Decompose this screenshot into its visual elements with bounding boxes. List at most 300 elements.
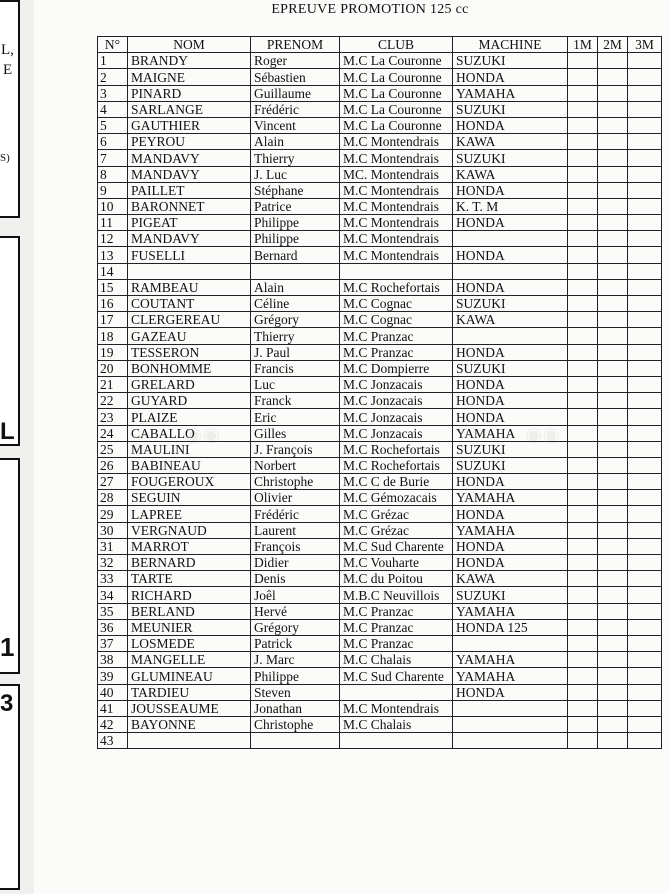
entry-nom: RICHARD <box>128 587 251 603</box>
left-edge-fragment: L, <box>1 42 14 58</box>
entry-2m <box>598 150 628 166</box>
left-edge-fragment: S) <box>0 152 10 164</box>
entry-club: M.C C de Burie <box>340 474 453 490</box>
entry-club: M.C Montendrais <box>340 247 453 263</box>
table-row <box>98 425 662 441</box>
entry-3m <box>628 344 662 360</box>
entry-2m <box>598 182 628 198</box>
entry-club: M.C La Couronne <box>340 53 453 69</box>
entry-3m <box>628 312 662 328</box>
entry-nom: GAZEAU <box>128 328 251 344</box>
entry-3m <box>628 457 662 473</box>
entry-nom: VERGNAUD <box>128 522 251 538</box>
entry-3m <box>628 198 662 214</box>
entry-number: 24 <box>98 425 128 441</box>
entry-2m <box>598 490 628 506</box>
entry-1m <box>568 182 598 198</box>
table-row <box>98 393 662 409</box>
entry-nom: MAULINI <box>128 441 251 457</box>
entry-1m <box>568 733 598 749</box>
entry-1m <box>568 328 598 344</box>
entry-club: M.C Montendrais <box>340 231 453 247</box>
entry-nom: BARONNET <box>128 198 251 214</box>
entry-2m <box>598 684 628 700</box>
entry-machine: HONDA <box>453 117 568 133</box>
entry-1m <box>568 490 598 506</box>
entry-club: M.C Jonzacais <box>340 409 453 425</box>
entry-number: 43 <box>98 733 128 749</box>
entry-prenom: Thierry <box>251 150 340 166</box>
table-row <box>98 587 662 603</box>
entry-number: 30 <box>98 522 128 538</box>
entry-nom: PLAIZE <box>128 409 251 425</box>
column-header-2m: 2M <box>598 37 628 53</box>
entry-nom: MANDAVY <box>128 166 251 182</box>
entry-prenom: Denis <box>251 571 340 587</box>
entry-1m <box>568 279 598 295</box>
entry-club: M.C Jonzacais <box>340 376 453 392</box>
entry-number: 7 <box>98 150 128 166</box>
entry-number: 8 <box>98 166 128 182</box>
entry-1m <box>568 393 598 409</box>
entry-number: 18 <box>98 328 128 344</box>
entry-club: M.C La Couronne <box>340 85 453 101</box>
entry-1m <box>568 571 598 587</box>
entry-club: M.C La Couronne <box>340 117 453 133</box>
table-row <box>98 457 662 473</box>
entry-nom: MANGELLE <box>128 652 251 668</box>
entry-nom: SEGUIN <box>128 490 251 506</box>
entry-nom: PAILLET <box>128 182 251 198</box>
table-row <box>98 279 662 295</box>
entry-machine: HONDA <box>453 247 568 263</box>
entry-3m <box>628 425 662 441</box>
entry-nom: BRANDY <box>128 53 251 69</box>
column-header-machine: MACHINE <box>453 37 568 53</box>
table-row <box>98 490 662 506</box>
left-edge-large-letter: 3 <box>0 690 14 717</box>
entry-3m <box>628 635 662 651</box>
table-row <box>98 376 662 392</box>
entry-machine: HONDA <box>453 344 568 360</box>
entry-1m <box>568 635 598 651</box>
entry-machine: SUZUKI <box>453 457 568 473</box>
entry-prenom: Philippe <box>251 231 340 247</box>
entry-2m <box>598 134 628 150</box>
entry-2m <box>598 117 628 133</box>
entry-2m <box>598 231 628 247</box>
entry-1m <box>568 101 598 117</box>
entry-machine: K. T. M <box>453 198 568 214</box>
watermark-logo: ◉◉ <box>525 424 560 446</box>
entry-3m <box>628 393 662 409</box>
entry-machine: YAMAHA <box>453 425 568 441</box>
entry-machine: YAMAHA <box>453 85 568 101</box>
entry-3m <box>628 263 662 279</box>
entry-number: 16 <box>98 296 128 312</box>
entry-number: 6 <box>98 134 128 150</box>
entry-club: M.C Jonzacais <box>340 393 453 409</box>
page-title: EPREUVE PROMOTION 125 cc <box>271 2 469 17</box>
column-header-club: CLUB <box>340 37 453 53</box>
entry-3m <box>628 733 662 749</box>
entry-nom: GUYARD <box>128 393 251 409</box>
entry-club: M.C Gémozacais <box>340 490 453 506</box>
entry-3m <box>628 182 662 198</box>
entry-club: M.C Montendrais <box>340 700 453 716</box>
entry-prenom: Patrick <box>251 635 340 651</box>
entry-machine: KAWA <box>453 312 568 328</box>
entry-3m <box>628 490 662 506</box>
entry-number: 14 <box>98 263 128 279</box>
table-row <box>98 117 662 133</box>
entry-3m <box>628 117 662 133</box>
entry-prenom: Philippe <box>251 668 340 684</box>
entry-2m <box>598 263 628 279</box>
entry-3m <box>628 619 662 635</box>
entry-3m <box>628 231 662 247</box>
table-row <box>98 603 662 619</box>
entry-nom: FOUGEROUX <box>128 474 251 490</box>
entry-1m <box>568 215 598 231</box>
entry-club: M.C Grézac <box>340 506 453 522</box>
entry-prenom: Guillaume <box>251 85 340 101</box>
entry-club: M.C Pranzac <box>340 344 453 360</box>
entry-2m <box>598 360 628 376</box>
entry-number: 9 <box>98 182 128 198</box>
table-row <box>98 571 662 587</box>
entry-number: 2 <box>98 69 128 85</box>
entry-prenom: Christophe <box>251 474 340 490</box>
entry-1m <box>568 538 598 554</box>
entry-prenom: J. Paul <box>251 344 340 360</box>
entry-1m <box>568 603 598 619</box>
entry-3m <box>628 716 662 732</box>
entry-1m <box>568 700 598 716</box>
entry-machine: HONDA <box>453 409 568 425</box>
left-edge-box-top <box>0 0 20 218</box>
entry-club: M.C Vouharte <box>340 555 453 571</box>
entry-3m <box>628 555 662 571</box>
entry-2m <box>598 441 628 457</box>
entry-number: 20 <box>98 360 128 376</box>
table-row <box>98 247 662 263</box>
entry-nom: TARDIEU <box>128 684 251 700</box>
entry-machine: HONDA <box>453 69 568 85</box>
entry-prenom: Eric <box>251 409 340 425</box>
entry-prenom: Alain <box>251 134 340 150</box>
entry-nom: PIGEAT <box>128 215 251 231</box>
entry-1m <box>568 263 598 279</box>
entry-1m <box>568 652 598 668</box>
entry-2m <box>598 247 628 263</box>
entry-machine: KAWA <box>453 571 568 587</box>
table-row <box>98 231 662 247</box>
entry-nom: BONHOMME <box>128 360 251 376</box>
table-row <box>98 441 662 457</box>
entry-club: M.C Cognac <box>340 312 453 328</box>
entry-nom: BABINEAU <box>128 457 251 473</box>
entry-prenom: Christophe <box>251 716 340 732</box>
entry-machine: SUZUKI <box>453 441 568 457</box>
entry-3m <box>628 700 662 716</box>
entry-prenom: Thierry <box>251 328 340 344</box>
entry-2m <box>598 538 628 554</box>
column-header-number: N° <box>98 37 128 53</box>
entry-machine: HONDA <box>453 182 568 198</box>
table-row <box>98 716 662 732</box>
entry-machine: HONDA 125 <box>453 619 568 635</box>
entry-machine: HONDA <box>453 474 568 490</box>
watermark-logo: ◉◉ <box>185 424 220 446</box>
left-edge-large-letter: 1 <box>0 632 15 662</box>
entry-machine: SUZUKI <box>453 101 568 117</box>
entry-1m <box>568 344 598 360</box>
table-row <box>98 538 662 554</box>
entry-3m <box>628 603 662 619</box>
entry-3m <box>628 69 662 85</box>
entry-1m <box>568 85 598 101</box>
entry-prenom: Frédéric <box>251 101 340 117</box>
entry-number: 26 <box>98 457 128 473</box>
entry-2m <box>598 85 628 101</box>
entry-nom: LAPREE <box>128 506 251 522</box>
entry-1m <box>568 53 598 69</box>
entry-number: 13 <box>98 247 128 263</box>
entry-number: 17 <box>98 312 128 328</box>
entry-nom: BERNARD <box>128 555 251 571</box>
entry-club: M.C La Couronne <box>340 69 453 85</box>
entry-club: M.C Sud Charente <box>340 668 453 684</box>
entry-3m <box>628 506 662 522</box>
entry-number: 1 <box>98 53 128 69</box>
entry-1m <box>568 117 598 133</box>
entry-club: M.C Pranzac <box>340 635 453 651</box>
entry-2m <box>598 635 628 651</box>
entry-number: 11 <box>98 215 128 231</box>
entry-machine: YAMAHA <box>453 522 568 538</box>
entry-2m <box>598 619 628 635</box>
entry-prenom: Céline <box>251 296 340 312</box>
entry-number: 32 <box>98 555 128 571</box>
entry-2m <box>598 652 628 668</box>
entry-2m <box>598 409 628 425</box>
entry-machine: SUZUKI <box>453 360 568 376</box>
entry-number: 40 <box>98 684 128 700</box>
entry-prenom: Jonathan <box>251 700 340 716</box>
entry-prenom: Luc <box>251 376 340 392</box>
entry-club: M.C Rochefortais <box>340 457 453 473</box>
entry-2m <box>598 603 628 619</box>
entry-nom: MEUNIER <box>128 619 251 635</box>
entry-machine <box>453 716 568 732</box>
entry-machine: KAWA <box>453 134 568 150</box>
entry-machine: HONDA <box>453 555 568 571</box>
entry-1m <box>568 69 598 85</box>
left-edge-box-middle <box>0 236 20 446</box>
entry-club: M.C Montendrais <box>340 150 453 166</box>
entry-machine: SUZUKI <box>453 53 568 69</box>
entry-list-table <box>97 36 662 749</box>
entry-machine: HONDA <box>453 393 568 409</box>
entry-3m <box>628 684 662 700</box>
entry-number: 19 <box>98 344 128 360</box>
entry-number: 42 <box>98 716 128 732</box>
entry-prenom: Roger <box>251 53 340 69</box>
table-row <box>98 474 662 490</box>
entry-1m <box>568 425 598 441</box>
entry-1m <box>568 474 598 490</box>
entry-3m <box>628 150 662 166</box>
entry-3m <box>628 522 662 538</box>
table-row <box>98 150 662 166</box>
table-row <box>98 409 662 425</box>
entry-3m <box>628 247 662 263</box>
table-row <box>98 328 662 344</box>
entry-3m <box>628 134 662 150</box>
entry-machine: HONDA <box>453 279 568 295</box>
table-header-row <box>98 37 662 53</box>
entry-1m <box>568 198 598 214</box>
entry-2m <box>598 506 628 522</box>
table-row <box>98 684 662 700</box>
entry-number: 28 <box>98 490 128 506</box>
entry-club: M.C Rochefortais <box>340 279 453 295</box>
entry-2m <box>598 166 628 182</box>
entry-nom: FUSELLI <box>128 247 251 263</box>
entry-2m <box>598 376 628 392</box>
entry-1m <box>568 684 598 700</box>
entry-number: 23 <box>98 409 128 425</box>
entry-machine: HONDA <box>453 684 568 700</box>
entry-prenom: Didier <box>251 555 340 571</box>
entry-2m <box>598 733 628 749</box>
entry-2m <box>598 312 628 328</box>
entry-2m <box>598 555 628 571</box>
entry-prenom: Norbert <box>251 457 340 473</box>
entry-3m <box>628 571 662 587</box>
entry-number: 12 <box>98 231 128 247</box>
table-row <box>98 263 662 279</box>
entry-nom: JOUSSEAUME <box>128 700 251 716</box>
entry-number: 36 <box>98 619 128 635</box>
column-header-1m: 1M <box>568 37 598 53</box>
entry-2m <box>598 571 628 587</box>
entry-nom: MANDAVY <box>128 150 251 166</box>
entry-prenom: Vincent <box>251 117 340 133</box>
entry-1m <box>568 457 598 473</box>
entry-2m <box>598 198 628 214</box>
entry-number: 21 <box>98 376 128 392</box>
table-row <box>98 360 662 376</box>
entry-2m <box>598 457 628 473</box>
entry-2m <box>598 279 628 295</box>
entry-2m <box>598 474 628 490</box>
entry-1m <box>568 555 598 571</box>
entry-number: 4 <box>98 101 128 117</box>
entry-1m <box>568 247 598 263</box>
entry-machine: SUZUKI <box>453 150 568 166</box>
entry-machine <box>453 328 568 344</box>
entry-number: 37 <box>98 635 128 651</box>
entry-club: M.C Rochefortais <box>340 441 453 457</box>
entry-3m <box>628 279 662 295</box>
entry-1m <box>568 668 598 684</box>
entry-2m <box>598 668 628 684</box>
entry-machine <box>453 733 568 749</box>
entry-prenom <box>251 263 340 279</box>
entry-1m <box>568 619 598 635</box>
entry-nom: GRELARD <box>128 376 251 392</box>
entry-club: M.C Pranzac <box>340 328 453 344</box>
left-edge-fragment: E <box>3 62 13 78</box>
left-edge-large-letter: L <box>0 418 15 445</box>
table-row <box>98 296 662 312</box>
entry-prenom: Francis <box>251 360 340 376</box>
entry-nom: TARTE <box>128 571 251 587</box>
entry-club <box>340 733 453 749</box>
entry-nom: TESSERON <box>128 344 251 360</box>
entry-prenom: Philippe <box>251 215 340 231</box>
entry-club: M.C Sud Charente <box>340 538 453 554</box>
entry-1m <box>568 441 598 457</box>
entry-club <box>340 263 453 279</box>
table-row <box>98 85 662 101</box>
entry-machine: YAMAHA <box>453 668 568 684</box>
entry-nom: LOSMEDE <box>128 635 251 651</box>
entry-number: 33 <box>98 571 128 587</box>
entry-3m <box>628 474 662 490</box>
entry-2m <box>598 101 628 117</box>
entry-2m <box>598 522 628 538</box>
table-row <box>98 668 662 684</box>
table-row <box>98 619 662 635</box>
entry-machine <box>453 700 568 716</box>
entry-club: M.C Pranzac <box>340 603 453 619</box>
table-row <box>98 69 662 85</box>
entry-2m <box>598 53 628 69</box>
table-row <box>98 166 662 182</box>
entry-club <box>340 684 453 700</box>
entry-machine: HONDA <box>453 506 568 522</box>
entry-3m <box>628 587 662 603</box>
entry-number: 35 <box>98 603 128 619</box>
entry-machine <box>453 231 568 247</box>
entry-3m <box>628 215 662 231</box>
entry-3m <box>628 328 662 344</box>
entry-number: 31 <box>98 538 128 554</box>
entry-nom: BERLAND <box>128 603 251 619</box>
entry-nom: PINARD <box>128 85 251 101</box>
entry-prenom: Sébastien <box>251 69 340 85</box>
entry-number: 38 <box>98 652 128 668</box>
entry-nom: MARROT <box>128 538 251 554</box>
entry-club: M.C du Poitou <box>340 571 453 587</box>
table-row <box>98 101 662 117</box>
entry-club: M.C La Couronne <box>340 101 453 117</box>
entry-1m <box>568 231 598 247</box>
entry-number: 5 <box>98 117 128 133</box>
entry-prenom: Franck <box>251 393 340 409</box>
table-row <box>98 344 662 360</box>
entry-1m <box>568 312 598 328</box>
entry-number: 34 <box>98 587 128 603</box>
column-header-prenom: PRENOM <box>251 37 340 53</box>
entry-prenom: Alain <box>251 279 340 295</box>
entry-3m <box>628 376 662 392</box>
entry-machine: HONDA <box>453 376 568 392</box>
entry-number: 39 <box>98 668 128 684</box>
